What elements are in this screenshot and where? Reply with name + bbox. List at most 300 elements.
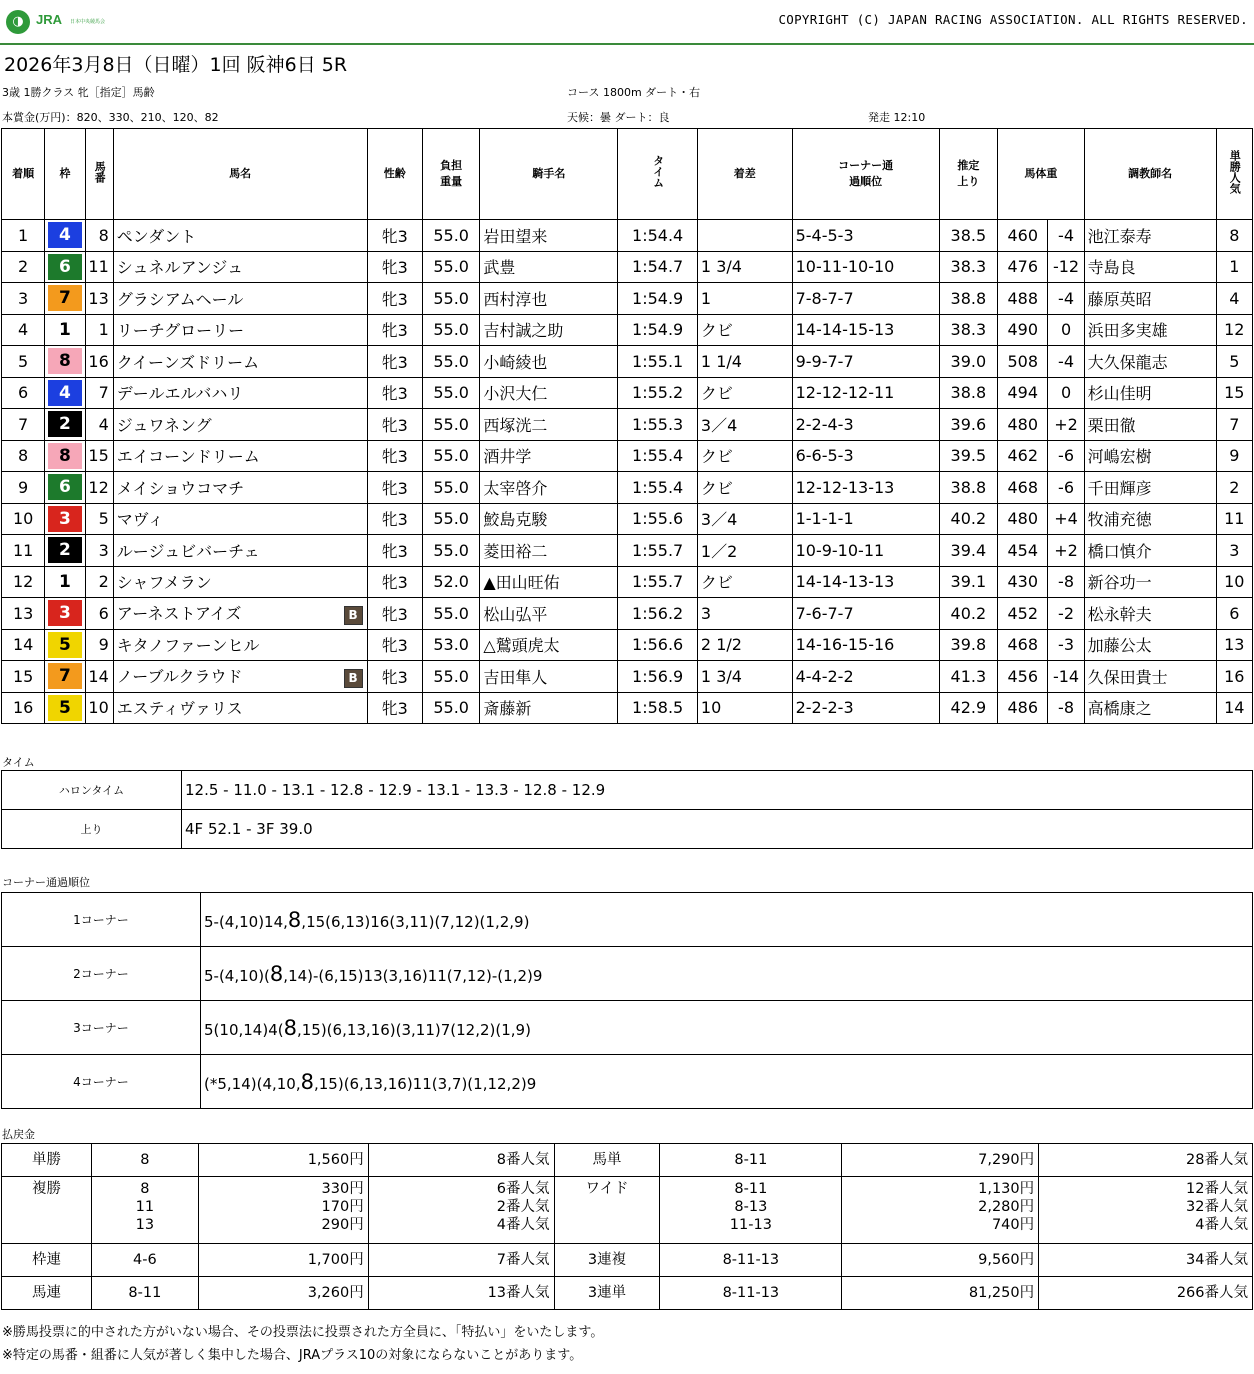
corner-order-post: ,15(6,13)16(3,11)(7,12)(1,2,9) — [301, 912, 530, 931]
body-weight-cell: 468 — [998, 629, 1048, 661]
horse-name: グラシアムヘール — [116, 289, 244, 309]
corner-row — [2, 1001, 1253, 1055]
horse-name: アーネストアイズ — [116, 604, 242, 624]
jockey-cell: 斎藤新 — [480, 692, 618, 724]
waku-badge: 4 — [48, 222, 82, 248]
margin-cell: クビ — [697, 314, 792, 346]
jockey-cell: 吉村誠之助 — [480, 314, 618, 346]
corner-order — [201, 1001, 1253, 1055]
result-row — [2, 283, 1253, 315]
margin-cell — [697, 220, 792, 252]
last3f-cell: 38.5 — [939, 220, 997, 252]
payout-popularity: 6番人気 2番人気 4番人気 — [368, 1177, 554, 1244]
waku-cell — [45, 472, 85, 504]
bet-numbers: 8 — [91, 1144, 198, 1177]
popularity-cell: 3 — [1216, 535, 1252, 567]
rank-cell: 6 — [2, 377, 45, 409]
jockey-cell: △鷲頭虎太 — [480, 629, 618, 661]
popularity-cell: 1 — [1216, 251, 1252, 283]
horse-name: シャフメラン — [116, 573, 212, 593]
sexage-cell: 牝3 — [367, 629, 422, 661]
popularity-cell: 16 — [1216, 661, 1252, 693]
time-cell: 1:56.6 — [618, 629, 698, 661]
col-pop: 単勝人気 — [1216, 129, 1252, 220]
body-diff-cell: +2 — [1048, 409, 1084, 441]
waku-badge: 8 — [48, 348, 82, 374]
result-row — [2, 346, 1253, 378]
waku-badge: 5 — [48, 695, 82, 721]
time-cell: 1:55.4 — [618, 440, 698, 472]
rank-cell: 13 — [2, 598, 45, 630]
margin-cell: クビ — [697, 440, 792, 472]
payout-row — [2, 1277, 1253, 1310]
col-last3f: 推定上り — [939, 129, 997, 220]
corners-cell: 5-4-5-3 — [792, 220, 939, 252]
jockey-cell: 岩田望来 — [480, 220, 618, 252]
weight-cell: 55.0 — [422, 503, 479, 535]
header-divider — [0, 43, 1254, 45]
corner-order — [201, 947, 1253, 1001]
last3f-cell: 39.8 — [939, 629, 997, 661]
rank-cell: 16 — [2, 692, 45, 724]
sexage-cell: 牝3 — [367, 440, 422, 472]
trainer-cell: 松永幹夫 — [1084, 598, 1216, 630]
horse-name-cell — [113, 377, 367, 409]
col-jockey: 騎手名 — [480, 129, 618, 220]
logo-sub: 日本中央競馬会 — [70, 19, 106, 25]
corners-cell: 2-2-4-3 — [792, 409, 939, 441]
race-prize: 本賞金(万円)：820、330、210、120、82 — [2, 111, 219, 124]
body-weight-cell: 462 — [998, 440, 1048, 472]
trainer-cell: 浜田多実雄 — [1084, 314, 1216, 346]
last3f-cell: 39.1 — [939, 566, 997, 598]
result-row — [2, 409, 1253, 441]
corners-cell: 14-14-15-13 — [792, 314, 939, 346]
margin-cell: 10 — [697, 692, 792, 724]
payout-row — [2, 1144, 1253, 1177]
waku-badge: 3 — [48, 600, 82, 626]
result-row — [2, 377, 1253, 409]
margin-cell: 2 1/2 — [697, 629, 792, 661]
corners-cell: 14-16-15-16 — [792, 629, 939, 661]
body-diff-cell: -4 — [1048, 220, 1084, 252]
col-weight: 負担重量 — [422, 129, 479, 220]
jockey-cell: 小崎綾也 — [480, 346, 618, 378]
horse-name: デールエルバハリ — [116, 384, 244, 404]
time-cell: 1:55.1 — [618, 346, 698, 378]
waku-cell — [45, 251, 85, 283]
col-horse: 馬名 — [113, 129, 367, 220]
jockey-cell: 太宰啓介 — [480, 472, 618, 504]
trainer-cell: 久保田貴士 — [1084, 661, 1216, 693]
horse-name-cell — [113, 598, 367, 630]
number-cell: 10 — [85, 692, 113, 724]
jockey-cell: 小沢大仁 — [480, 377, 618, 409]
weight-cell: 52.0 — [422, 566, 479, 598]
sexage-cell: 牝3 — [367, 566, 422, 598]
weight-cell: 55.0 — [422, 314, 479, 346]
col-trainer: 調教師名 — [1084, 129, 1216, 220]
waku-cell — [45, 692, 85, 724]
rank-cell: 1 — [2, 220, 45, 252]
agari-label: 上り — [2, 810, 182, 849]
payout-amount: 3,260円 — [198, 1277, 368, 1310]
number-cell: 5 — [85, 503, 113, 535]
horse-name: ジュワネング — [116, 415, 212, 435]
sexage-cell: 牝3 — [367, 661, 422, 693]
waku-cell — [45, 535, 85, 567]
jockey-cell: 松山弘平 — [480, 598, 618, 630]
bet-numbers: 8-11 — [91, 1277, 198, 1310]
margin-cell: クビ — [697, 377, 792, 409]
number-cell: 15 — [85, 440, 113, 472]
payout-popularity: 7番人気 — [368, 1244, 554, 1277]
result-row — [2, 598, 1253, 630]
sexage-cell: 牝3 — [367, 503, 422, 535]
bet-numbers: 8 11 13 — [91, 1177, 198, 1244]
last3f-cell: 38.3 — [939, 314, 997, 346]
agari-row — [2, 810, 1253, 849]
weight-cell: 55.0 — [422, 220, 479, 252]
waku-badge: 6 — [48, 254, 82, 280]
time-cell: 1:54.9 — [618, 283, 698, 315]
rank-cell: 12 — [2, 566, 45, 598]
race-weather: 天候：曇 ダート：良 — [567, 111, 670, 124]
corner-label: 3コーナー — [2, 1001, 201, 1055]
result-row — [2, 661, 1253, 693]
body-weight-cell: 430 — [998, 566, 1048, 598]
result-row — [2, 535, 1253, 567]
payout-row — [2, 1244, 1253, 1277]
horse-name: マヴィ — [116, 510, 164, 530]
col-sexage: 性齢 — [367, 129, 422, 220]
rank-cell: 8 — [2, 440, 45, 472]
number-cell: 1 — [85, 314, 113, 346]
corners-cell: 6-6-5-3 — [792, 440, 939, 472]
waku-cell — [45, 283, 85, 315]
furlong-label: ハロンタイム — [2, 771, 182, 810]
race-title: 2026年3月8日（日曜）1回 阪神6日 5R — [4, 54, 348, 76]
rank-cell: 7 — [2, 409, 45, 441]
trainer-cell: 大久保龍志 — [1084, 346, 1216, 378]
payout-popularity: 28番人気 — [1039, 1144, 1253, 1177]
body-diff-cell: 0 — [1048, 377, 1084, 409]
result-row — [2, 472, 1253, 504]
time-cell: 1:55.4 — [618, 472, 698, 504]
jra-logo — [6, 8, 126, 36]
last3f-cell: 39.5 — [939, 440, 997, 472]
horse-name: ルージュビバーチェ — [116, 541, 260, 561]
sexage-cell: 牝3 — [367, 692, 422, 724]
trainer-cell: 栗田徹 — [1084, 409, 1216, 441]
last3f-cell: 38.8 — [939, 283, 997, 315]
corner-order-pre: 5-(4,10)14, — [204, 912, 288, 931]
number-cell: 13 — [85, 283, 113, 315]
body-diff-cell: +2 — [1048, 535, 1084, 567]
sexage-cell: 牝3 — [367, 220, 422, 252]
waku-cell — [45, 440, 85, 472]
last3f-cell: 42.9 — [939, 692, 997, 724]
last3f-cell: 40.2 — [939, 503, 997, 535]
waku-badge: 2 — [48, 411, 82, 437]
last3f-cell: 41.3 — [939, 661, 997, 693]
sexage-cell: 牝3 — [367, 377, 422, 409]
rank-cell: 15 — [2, 661, 45, 693]
payout-popularity: 8番人気 — [368, 1144, 554, 1177]
corner-order-post: ,15)(6,13,16)11(3,7)(1,12,2)9 — [314, 1074, 537, 1093]
col-waku: 枠 — [45, 129, 85, 220]
jockey-cell: 武豊 — [480, 251, 618, 283]
race-course: コース 1800m ダート・右 — [567, 86, 701, 99]
horse-name-cell — [113, 503, 367, 535]
margin-cell: クビ — [697, 472, 792, 504]
waku-cell — [45, 598, 85, 630]
number-cell: 8 — [85, 220, 113, 252]
body-weight-cell: 456 — [998, 661, 1048, 693]
payout-row — [2, 1177, 1253, 1244]
body-weight-cell: 452 — [998, 598, 1048, 630]
margin-cell: 3／4 — [697, 503, 792, 535]
horse-name: キタノファーンヒル — [116, 636, 260, 656]
waku-cell — [45, 629, 85, 661]
result-row — [2, 629, 1253, 661]
body-diff-cell: -4 — [1048, 283, 1084, 315]
corner-section-label: コーナー通過順位 — [2, 876, 90, 889]
margin-cell: クビ — [697, 566, 792, 598]
corner-order-pre: 5-(4,10)( — [204, 966, 270, 985]
bet-type: 単勝 — [2, 1144, 92, 1177]
horse-name-cell — [113, 692, 367, 724]
body-diff-cell: -3 — [1048, 629, 1084, 661]
agari-times: 4F 52.1 - 3F 39.0 — [182, 810, 1253, 849]
corner-order-highlight: 8 — [283, 1015, 297, 1040]
body-weight-cell: 480 — [998, 503, 1048, 535]
col-number: 馬番 — [85, 129, 113, 220]
payout-amount: 330円 170円 290円 — [198, 1177, 368, 1244]
payout-table — [1, 1143, 1253, 1310]
result-row — [2, 692, 1253, 724]
popularity-cell: 7 — [1216, 409, 1252, 441]
jockey-cell: 吉田隼人 — [480, 661, 618, 693]
weight-cell: 55.0 — [422, 377, 479, 409]
body-diff-cell: -14 — [1048, 661, 1084, 693]
waku-badge: 1 — [48, 317, 82, 343]
waku-badge: 3 — [48, 506, 82, 532]
horse-name-cell — [113, 409, 367, 441]
payout-popularity: 12番人気 32番人気 4番人気 — [1039, 1177, 1253, 1244]
corners-cell: 10-11-10-10 — [792, 251, 939, 283]
col-rank: 着順 — [2, 129, 45, 220]
popularity-cell: 13 — [1216, 629, 1252, 661]
corners-cell: 12-12-12-11 — [792, 377, 939, 409]
horse-name: エイコーンドリーム — [116, 447, 260, 467]
weight-cell: 55.0 — [422, 598, 479, 630]
bet-numbers: 4-6 — [91, 1244, 198, 1277]
last3f-cell: 39.6 — [939, 409, 997, 441]
corners-cell: 7-6-7-7 — [792, 598, 939, 630]
lap-section-label: タイム — [2, 756, 35, 769]
weight-cell: 55.0 — [422, 346, 479, 378]
col-margin: 着差 — [697, 129, 792, 220]
time-cell: 1:56.9 — [618, 661, 698, 693]
time-cell: 1:54.7 — [618, 251, 698, 283]
col-corners: コーナー通過順位 — [792, 129, 939, 220]
horse-name-cell — [113, 535, 367, 567]
result-row — [2, 440, 1253, 472]
corners-cell: 14-14-13-13 — [792, 566, 939, 598]
corner-order-highlight: 8 — [269, 961, 284, 986]
last3f-cell: 40.2 — [939, 598, 997, 630]
corner-order — [201, 1055, 1253, 1109]
bet-type: 馬連 — [2, 1277, 92, 1310]
waku-cell — [45, 377, 85, 409]
jra-logo-icon: ◑ — [6, 10, 30, 34]
last3f-cell: 38.8 — [939, 472, 997, 504]
col-time: タイム — [618, 129, 698, 220]
horse-name: ペンダント — [116, 226, 197, 246]
body-diff-cell: -8 — [1048, 566, 1084, 598]
trainer-cell: 河嶋宏樹 — [1084, 440, 1216, 472]
bet-numbers: 8-11 8-13 11-13 — [660, 1177, 842, 1244]
popularity-cell: 4 — [1216, 283, 1252, 315]
margin-cell: 3／4 — [697, 409, 792, 441]
corner-table — [1, 892, 1253, 1109]
sexage-cell: 牝3 — [367, 251, 422, 283]
sexage-cell: 牝3 — [367, 283, 422, 315]
number-cell: 12 — [85, 472, 113, 504]
jockey-cell: 菱田裕二 — [480, 535, 618, 567]
corner-row — [2, 1055, 1253, 1109]
weight-cell: 55.0 — [422, 472, 479, 504]
number-cell: 11 — [85, 251, 113, 283]
trainer-cell: 藤原英昭 — [1084, 283, 1216, 315]
body-weight-cell: 460 — [998, 220, 1048, 252]
weight-cell: 55.0 — [422, 409, 479, 441]
time-cell: 1:55.6 — [618, 503, 698, 535]
trainer-cell: 橋口慎介 — [1084, 535, 1216, 567]
bet-numbers: 8-11-13 — [660, 1277, 842, 1310]
horse-name-cell — [113, 220, 367, 252]
corner-label: 2コーナー — [2, 947, 201, 1001]
payout-popularity: 34番人気 — [1039, 1244, 1253, 1277]
corners-cell: 7-8-7-7 — [792, 283, 939, 315]
results-header-row — [2, 129, 1253, 220]
popularity-cell: 2 — [1216, 472, 1252, 504]
furlong-row — [2, 771, 1253, 810]
number-cell: 7 — [85, 377, 113, 409]
bet-type: 複勝 — [2, 1177, 92, 1244]
blinker-icon: B — [344, 606, 363, 625]
bet-type: 枠連 — [2, 1244, 92, 1277]
rank-cell: 3 — [2, 283, 45, 315]
payout-popularity: 266番人気 — [1039, 1277, 1253, 1310]
sexage-cell: 牝3 — [367, 314, 422, 346]
body-diff-cell: +4 — [1048, 503, 1084, 535]
corner-label: 1コーナー — [2, 893, 201, 947]
result-row — [2, 251, 1253, 283]
horse-name-cell — [113, 661, 367, 693]
trainer-cell: 牧浦充徳 — [1084, 503, 1216, 535]
trainer-cell: 千田輝彦 — [1084, 472, 1216, 504]
jockey-cell: 西村淳也 — [480, 283, 618, 315]
sexage-cell: 牝3 — [367, 346, 422, 378]
payout-amount: 1,700円 — [198, 1244, 368, 1277]
time-cell: 1:55.2 — [618, 377, 698, 409]
waku-cell — [45, 220, 85, 252]
horse-name: エスティヴァリス — [116, 699, 243, 719]
weight-cell: 55.0 — [422, 692, 479, 724]
jockey-cell: 鮫島克駿 — [480, 503, 618, 535]
trainer-cell: 加藤公太 — [1084, 629, 1216, 661]
corners-cell: 9-9-7-7 — [792, 346, 939, 378]
payout-amount: 1,130円 2,280円 740円 — [842, 1177, 1039, 1244]
body-diff-cell: -6 — [1048, 472, 1084, 504]
horse-name: メイショウコマチ — [116, 478, 245, 498]
number-cell: 14 — [85, 661, 113, 693]
margin-cell: 1 3/4 — [697, 251, 792, 283]
horse-name: リーチグローリー — [116, 321, 245, 341]
waku-badge: 8 — [48, 443, 82, 469]
result-row — [2, 314, 1253, 346]
margin-cell: 1 1/4 — [697, 346, 792, 378]
trainer-cell: 新谷功一 — [1084, 566, 1216, 598]
last3f-cell: 38.8 — [939, 377, 997, 409]
waku-cell — [45, 503, 85, 535]
waku-badge: 7 — [48, 663, 82, 689]
bet-numbers: 8-11-13 — [660, 1244, 842, 1277]
payout-amount: 1,560円 — [198, 1144, 368, 1177]
horse-name-cell — [113, 283, 367, 315]
waku-badge: 7 — [48, 285, 82, 311]
jockey-cell: ▲田山旺佑 — [480, 566, 618, 598]
waku-badge: 5 — [48, 632, 82, 658]
jockey-cell: 西塚洸二 — [480, 409, 618, 441]
corners-cell: 4-4-2-2 — [792, 661, 939, 693]
body-diff-cell: -6 — [1048, 440, 1084, 472]
waku-cell — [45, 661, 85, 693]
popularity-cell: 8 — [1216, 220, 1252, 252]
waku-cell — [45, 346, 85, 378]
body-weight-cell: 480 — [998, 409, 1048, 441]
trainer-cell: 寺島良 — [1084, 251, 1216, 283]
last3f-cell: 39.0 — [939, 346, 997, 378]
header-bar — [0, 0, 1254, 46]
body-diff-cell: -12 — [1048, 251, 1084, 283]
body-weight-cell: 508 — [998, 346, 1048, 378]
body-weight-cell: 476 — [998, 251, 1048, 283]
weight-cell: 53.0 — [422, 629, 479, 661]
horse-name-cell — [113, 346, 367, 378]
time-cell: 1:58.5 — [618, 692, 698, 724]
horse-name-cell — [113, 440, 367, 472]
popularity-cell: 12 — [1216, 314, 1252, 346]
trainer-cell: 池江泰寿 — [1084, 220, 1216, 252]
body-diff-cell: -8 — [1048, 692, 1084, 724]
body-weight-cell: 454 — [998, 535, 1048, 567]
time-cell: 1:54.4 — [618, 220, 698, 252]
body-weight-cell: 490 — [998, 314, 1048, 346]
furlong-times: 12.5 - 11.0 - 13.1 - 12.8 - 12.9 - 13.1 - 13.3 - 12.8 - 12.9 — [182, 771, 1253, 810]
bet-type: ワイド — [554, 1177, 660, 1244]
popularity-cell: 5 — [1216, 346, 1252, 378]
number-cell: 2 — [85, 566, 113, 598]
corner-order-post: ,15)(6,13,16)(3,11)7(12,2)(1,9) — [296, 1020, 531, 1039]
result-row — [2, 503, 1253, 535]
body-diff-cell: 0 — [1048, 314, 1084, 346]
body-weight-cell: 468 — [998, 472, 1048, 504]
horse-name-cell — [113, 251, 367, 283]
bet-type: 3連複 — [554, 1244, 660, 1277]
